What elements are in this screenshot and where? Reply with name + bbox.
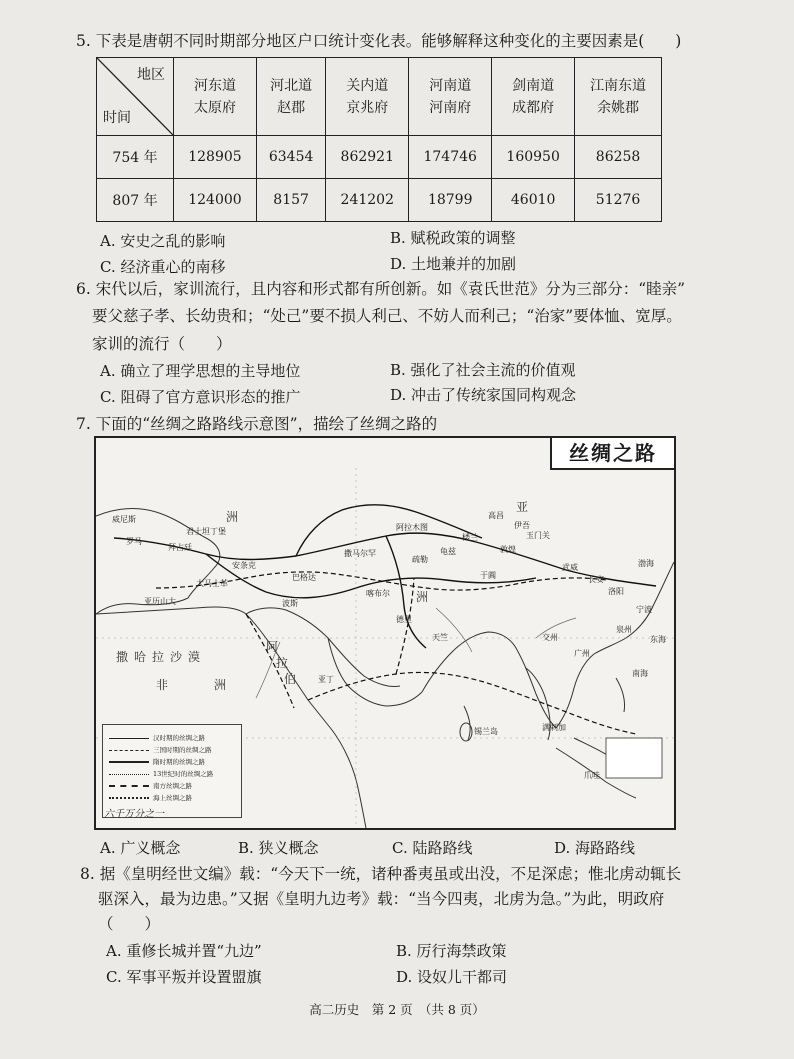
table-corner-cell bbox=[97, 58, 174, 136]
place-label: 罗马 bbox=[126, 537, 142, 546]
place-label: 阿拉木图 bbox=[396, 523, 428, 532]
place-label: 东海 bbox=[650, 635, 666, 644]
q5-stem: 5. 下表是唐朝不同时期部分地区户口统计变化表。能够解释这种变化的主要因素是( ) bbox=[76, 32, 682, 50]
region-label: 非 bbox=[156, 678, 175, 692]
q8-option-c[interactable]: C. 军事平叛并设置盟旗 bbox=[106, 968, 262, 986]
place-label: 巴格达 bbox=[292, 573, 316, 582]
table-cell: 51276 bbox=[575, 179, 662, 222]
table-cell: 128905 bbox=[174, 136, 257, 179]
map-legend bbox=[102, 724, 242, 818]
place-label: 泉州 bbox=[616, 625, 632, 634]
place-label: 楼兰 bbox=[462, 533, 478, 542]
place-label: 长安 bbox=[588, 575, 604, 584]
table-cell: 160950 bbox=[492, 136, 575, 179]
place-label: 亚历山大 bbox=[144, 597, 176, 606]
population-table bbox=[96, 57, 662, 222]
legend-line-icon bbox=[109, 750, 149, 751]
legend-item: 汉时期的丝绸之路 bbox=[109, 733, 205, 742]
q5-option-d[interactable]: D. 土地兼并的加剧 bbox=[390, 255, 517, 273]
silk-road-map bbox=[94, 436, 676, 830]
q7-option-b[interactable]: B. 狭义概念 bbox=[238, 839, 319, 857]
legend-line-icon bbox=[109, 738, 149, 739]
place-label: 敦煌 bbox=[500, 545, 516, 554]
place-label: 拜占廷 bbox=[168, 543, 192, 552]
place-label: 爪哇 bbox=[584, 771, 600, 780]
column-header: 剑南道 成都府 bbox=[492, 58, 575, 136]
table-cell: 862921 bbox=[326, 136, 409, 179]
region-label: 拉 bbox=[276, 656, 295, 670]
q5-option-c[interactable]: C. 经济重心的南移 bbox=[100, 258, 226, 276]
legend-line-icon bbox=[109, 785, 149, 787]
place-label: 南海 bbox=[632, 669, 648, 678]
table-cell: 8157 bbox=[256, 179, 325, 222]
place-label: 威尼斯 bbox=[112, 515, 136, 524]
region-label: 阿 bbox=[266, 640, 285, 654]
place-label: 武威 bbox=[562, 563, 578, 572]
q7-option-a[interactable]: A. 广义概念 bbox=[100, 839, 181, 857]
page-footer: 高二历史 第 2 页 （共 8 页） bbox=[309, 1002, 485, 1017]
place-label: 波斯 bbox=[282, 599, 298, 608]
legend-line-icon bbox=[109, 797, 149, 799]
legend-line-icon bbox=[109, 761, 149, 763]
place-label: 君士坦丁堡 bbox=[186, 527, 226, 536]
table-cell: 46010 bbox=[492, 179, 575, 222]
table-cell: 63454 bbox=[256, 136, 325, 179]
place-label: 大马士革 bbox=[196, 579, 228, 588]
map-title: 丝绸之路 bbox=[550, 438, 674, 470]
row-year: 754 年 bbox=[97, 136, 174, 179]
corner-time-label: 时间 bbox=[103, 110, 131, 126]
place-label: 德里 bbox=[396, 615, 412, 624]
q7-option-c[interactable]: C. 陆路路线 bbox=[392, 839, 473, 857]
table-row bbox=[97, 179, 662, 222]
legend-line-icon bbox=[109, 774, 149, 775]
q7-option-d[interactable]: D. 海路路线 bbox=[554, 839, 636, 857]
legend-item: 海上丝绸之路 bbox=[109, 793, 192, 802]
q8-option-b[interactable]: B. 厉行海禁政策 bbox=[396, 942, 507, 960]
region-label: 伯 bbox=[284, 672, 303, 686]
region-label: 洲 bbox=[226, 510, 245, 524]
q6-stem-line3: 家训的流行（ ） bbox=[92, 335, 232, 353]
q6-stem-line1: 6. 宋代以后，家训流行，且内容和形式都有所创新。如《袁氏世范》分为三部分：“睦亲” bbox=[76, 280, 686, 298]
map-scale: 六千万分之一 bbox=[104, 809, 164, 820]
legend-item: 南方丝绸之路 bbox=[109, 781, 192, 790]
place-label: 广州 bbox=[574, 649, 590, 658]
legend-item: 隋时期的丝绸之路 bbox=[109, 757, 205, 766]
legend-item: 三国时期的丝绸之路 bbox=[109, 745, 212, 754]
region-label: 洲 bbox=[214, 678, 233, 692]
place-label: 撒马尔罕 bbox=[344, 549, 376, 558]
region-label: 亚 bbox=[516, 500, 535, 514]
region-label: 洲 bbox=[416, 590, 435, 604]
q6-option-d[interactable]: D. 冲击了传统家国同构观念 bbox=[390, 386, 577, 404]
region-label: 撒哈拉沙漠 bbox=[116, 650, 207, 664]
place-label: 于阗 bbox=[480, 571, 496, 580]
q6-option-c[interactable]: C. 阻碍了官方意识形态的推广 bbox=[100, 388, 301, 406]
place-label: 伊吾 bbox=[514, 521, 530, 530]
q5-option-b[interactable]: B. 赋税政策的调整 bbox=[390, 229, 516, 247]
q8-stem-line1: 8. 据《皇明经世文编》载：“今天下一统，诸种番夷虽或出没，不足深虑；惟北虏动辄长 bbox=[80, 865, 682, 883]
column-header: 河东道 太原府 bbox=[174, 58, 257, 136]
place-label: 满剌加 bbox=[542, 723, 566, 732]
table-cell: 174746 bbox=[409, 136, 492, 179]
table-cell: 124000 bbox=[174, 179, 257, 222]
place-label: 疏勒 bbox=[412, 555, 428, 564]
row-year: 807 年 bbox=[97, 179, 174, 222]
column-header: 关内道 京兆府 bbox=[326, 58, 409, 136]
q8-stem-line3: （ ） bbox=[98, 915, 161, 933]
place-label: 锡兰岛 bbox=[474, 727, 498, 736]
column-header: 河北道 赵郡 bbox=[256, 58, 325, 136]
table-cell: 18799 bbox=[409, 179, 492, 222]
q8-stem-line2: 驱深入，最为边患。”又据《皇明九边考》载：“当今四夷，北虏为急。”为此，明政府 bbox=[98, 890, 665, 908]
place-label: 玉门关 bbox=[526, 531, 550, 540]
q8-option-d[interactable]: D. 设奴儿干都司 bbox=[396, 968, 508, 986]
place-label: 洛阳 bbox=[608, 587, 624, 596]
table-cell: 86258 bbox=[575, 136, 662, 179]
q8-option-a[interactable]: A. 重修长城并置“九边” bbox=[106, 942, 262, 960]
q6-stem-line2: 要父慈子孝、长幼贵和；“处己”要不损人利己、不妨人而利己；“治家”要体恤、宽厚。 bbox=[92, 307, 682, 325]
q7-stem: 7. 下面的“丝绸之路路线示意图”，描绘了丝绸之路的 bbox=[76, 415, 438, 433]
place-label: 喀布尔 bbox=[366, 589, 390, 598]
legend-item: 13世纪时的丝绸之路 bbox=[109, 769, 213, 778]
column-header: 河南道 河南府 bbox=[409, 58, 492, 136]
q5-option-a[interactable]: A. 安史之乱的影响 bbox=[100, 232, 226, 250]
place-label: 天竺 bbox=[432, 633, 448, 642]
corner-region-label: 地区 bbox=[137, 67, 165, 83]
place-label: 安条克 bbox=[232, 561, 256, 570]
q6-option-a[interactable]: A. 确立了理学思想的主导地位 bbox=[100, 362, 301, 380]
place-label: 渤海 bbox=[638, 559, 654, 568]
place-label: 交州 bbox=[542, 633, 558, 642]
column-header: 江南东道 余姚郡 bbox=[575, 58, 662, 136]
place-label: 宁波 bbox=[636, 605, 652, 614]
q6-option-b[interactable]: B. 强化了社会主流的价值观 bbox=[390, 361, 576, 379]
table-row bbox=[97, 136, 662, 179]
place-label: 龟兹 bbox=[440, 547, 456, 556]
place-label: 亚丁 bbox=[318, 675, 334, 684]
place-label: 高昌 bbox=[488, 511, 504, 520]
table-cell: 241202 bbox=[326, 179, 409, 222]
